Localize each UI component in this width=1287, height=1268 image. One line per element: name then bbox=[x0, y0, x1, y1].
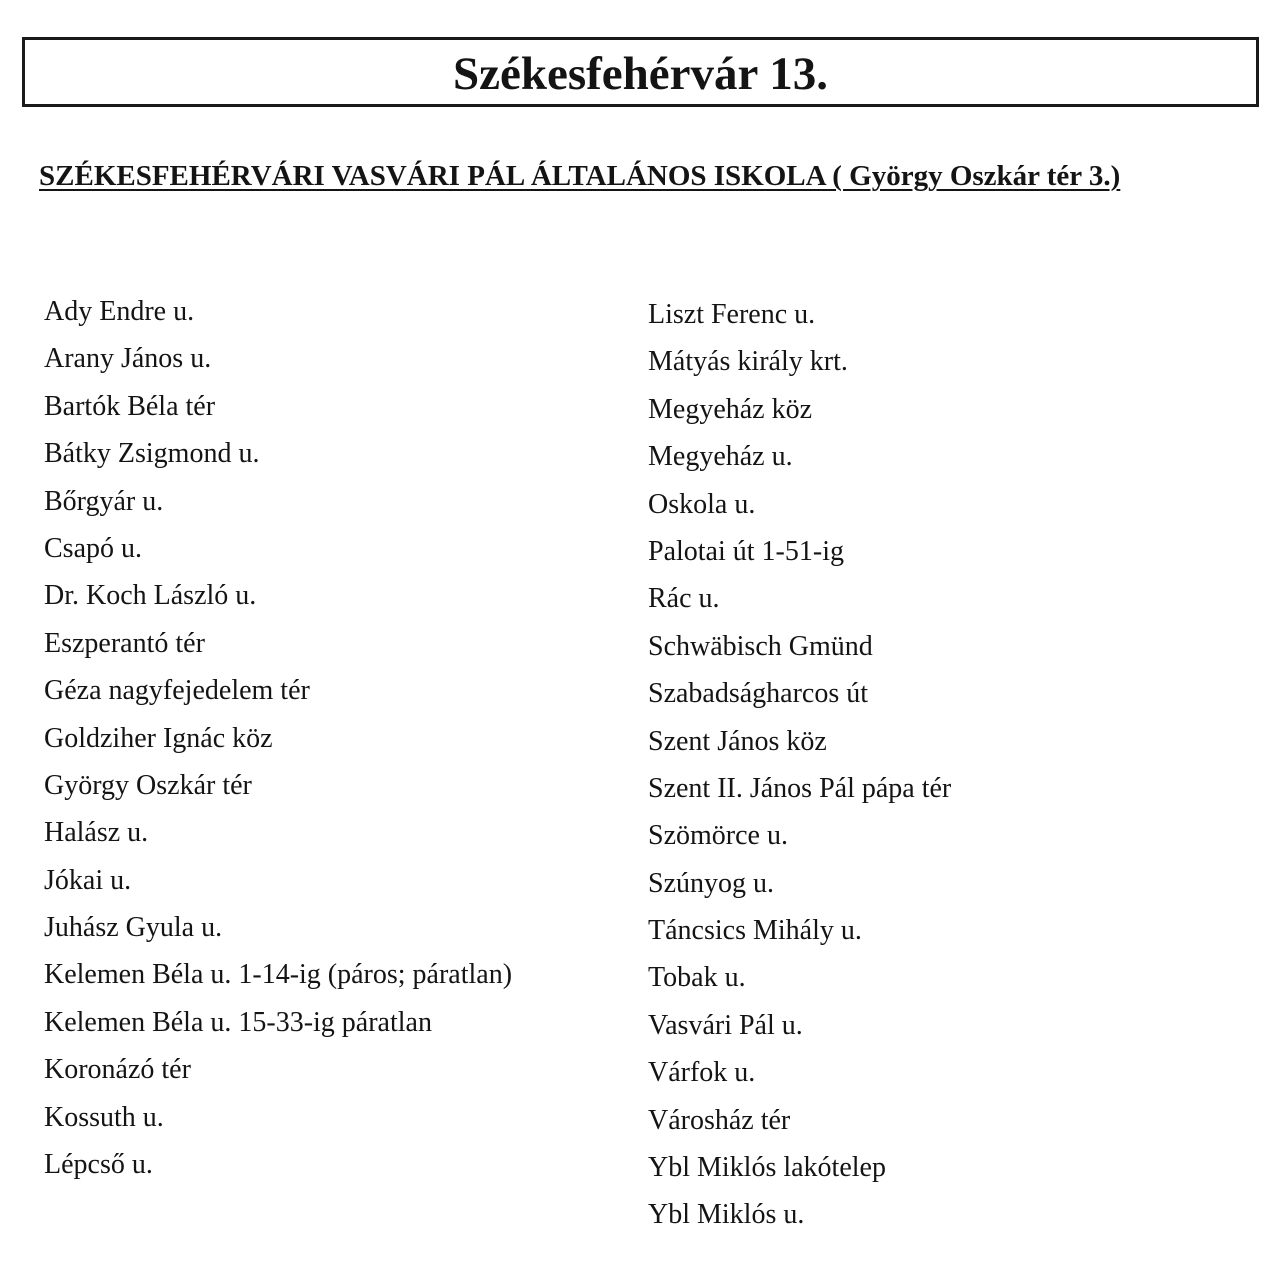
street-item: Szabadságharcos út bbox=[648, 678, 869, 710]
street-item: Liszt Ferenc u. bbox=[648, 299, 816, 330]
street-item: Juhász Gyula u. bbox=[44, 912, 223, 944]
street-item: Rác u. bbox=[648, 583, 720, 615]
street-item: Bőrgyár u. bbox=[44, 485, 164, 517]
school-heading: SZÉKESFEHÉRVÁRI VASVÁRI PÁL ÁLTALÁNOS ISKOLA ( György Oszkár tér 3.) bbox=[39, 160, 1121, 192]
street-item: Kelemen Béla u. 15-33-ig páratlan bbox=[44, 1006, 432, 1038]
street-item: Csapó u. bbox=[44, 532, 142, 564]
street-item: Ybl Miklós lakótelep bbox=[648, 1152, 886, 1184]
street-list-right bbox=[648, 295, 951, 1243]
street-item: Dr. Koch László u. bbox=[44, 580, 257, 612]
street-item: Koronázó tér bbox=[44, 1054, 191, 1086]
street-item: Oskola u. bbox=[648, 488, 756, 520]
street-item: Táncsics Mihály u. bbox=[648, 915, 862, 947]
street-item: Megyeház u. bbox=[648, 441, 793, 473]
street-item: Kossuth u. bbox=[44, 1101, 164, 1133]
street-item: Géza nagyfejedelem tér bbox=[44, 675, 310, 707]
street-item: Arany János u. bbox=[44, 343, 212, 375]
street-item: Szent János köz bbox=[648, 725, 827, 757]
street-item: Bartók Béla tér bbox=[44, 390, 216, 422]
street-item: Kelemen Béla u. 1-14-ig (páros; páratlan) bbox=[44, 959, 513, 991]
street-item: Goldziher Ignác köz bbox=[44, 722, 273, 754]
street-item: György Oszkár tér bbox=[44, 769, 252, 801]
street-item: Schwäbisch Gmünd bbox=[648, 630, 873, 662]
street-item: Szent II. János Pál pápa tér bbox=[648, 772, 952, 804]
street-item: Lépcső u. bbox=[44, 1149, 153, 1181]
street-item: Tobak u. bbox=[648, 962, 746, 994]
street-item: Halász u. bbox=[44, 817, 149, 849]
street-item: Palotai út 1-51-ig bbox=[648, 535, 844, 567]
street-item: Bátky Zsigmond u. bbox=[44, 438, 260, 470]
street-item: Várfok u. bbox=[648, 1057, 756, 1089]
street-item: Szömörce u. bbox=[648, 820, 788, 852]
street-item: Mátyás király krt. bbox=[648, 346, 848, 378]
street-item: Ady Endre u. bbox=[44, 296, 195, 327]
title-box bbox=[22, 37, 1259, 107]
street-list-left bbox=[44, 292, 512, 1192]
street-item: Ybl Miklós u. bbox=[648, 1199, 805, 1231]
street-item: Szúnyog u. bbox=[648, 867, 774, 899]
street-item: Vasvári Pál u. bbox=[648, 1009, 803, 1041]
street-item: Városház tér bbox=[648, 1104, 791, 1136]
page-title: Székesfehérvár 13. bbox=[452, 47, 829, 100]
street-item: Jókai u. bbox=[44, 864, 132, 896]
street-item: Megyeház köz bbox=[648, 393, 813, 425]
street-item: Eszperantó tér bbox=[44, 627, 205, 659]
